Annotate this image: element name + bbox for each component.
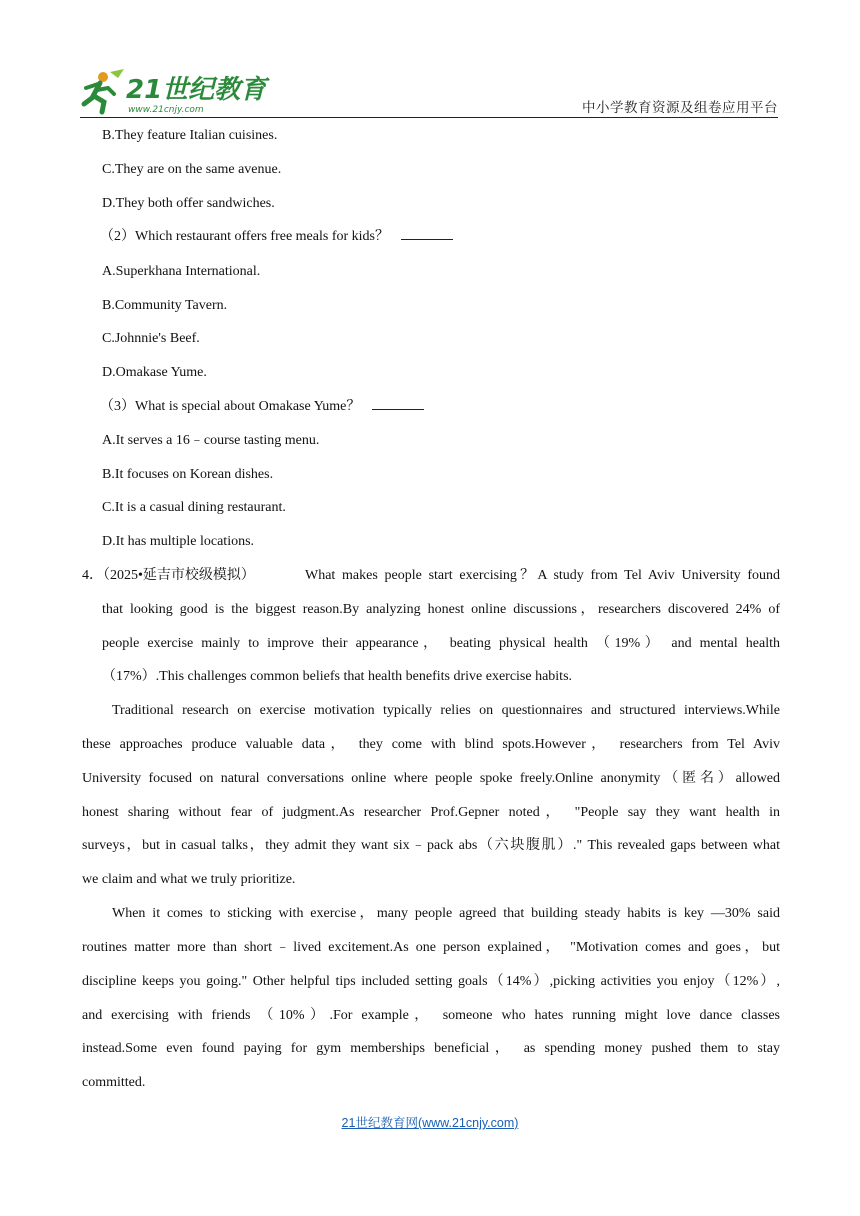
passage4-source: 4．（2025•延吉市校级模拟） [82,568,255,583]
q3-option-d: D.It has multiple locations. [102,534,255,549]
platform-name: 中小学教育资源及组卷应用平台 [582,100,778,116]
q3-text: （3）What is special about Omakase Yume？ [100,399,361,414]
passage4-p3-line2: routines matter more than short﹣lived excitement.As one person explained， "Motivation comes and goes，but [82,940,780,955]
passage4-p3-line1: When it comes to sticking with exercise，many people agreed that building steady habits is key —30% said [112,906,780,921]
passage4-p3-line4: and exercising with friends （10%）.For example， someone who hates running might love dance classes [82,1008,780,1023]
q1-option-c: C.They are on the same avenue. [102,162,282,177]
passage4-p1-line2: that looking good is the biggest reason.By analyzing honest online discussions，researchers discovered 24% of [102,602,780,617]
passage4-p2-line1: Traditional research on exercise motivation typically relies on questionnaires and structured interviews.While [112,703,780,718]
q2-option-d: D.Omakase Yume. [102,365,207,380]
q2-answer-blank[interactable] [401,227,453,240]
q2-option-c: C.Johnnie's Beef. [102,331,200,346]
svg-text:www.21cnjy.com: www.21cnjy.com [128,105,204,115]
passage4-p3-line6: committed. [82,1075,146,1090]
footer-link[interactable]: 21世纪教育网(www.21cnjy.com) [341,1116,519,1130]
q3-stem [100,397,424,417]
q2-text: （2）Which restaurant offers free meals for kids？ [100,229,389,244]
q1-option-b: B.They feature Italian cuisines. [102,128,278,143]
passage4-p2-line4: honest sharing without fear of judgment.As researcher Prof.Gepner noted， "People say they want health in [82,805,780,820]
passage4-p2-line5: surveys，but in casual talks，they admit they want six﹣pack abs（六块腹肌）." This revealed gaps between what [82,838,780,853]
q3-option-b: B.It focuses on Korean dishes. [102,467,274,482]
q2-option-b: B.Community Tavern. [102,298,228,313]
q3-option-c: C.It is a casual dining restaurant. [102,500,286,515]
passage4-p3-line3: discipline keeps you going." Other helpful tips included setting goals（14%）,picking activities you enjoy（12%）, [82,974,780,989]
q3-option-a: A.It serves a 16﹣course tasting menu. [102,433,320,448]
runner-icon [84,69,124,112]
q3-answer-blank[interactable] [372,397,424,410]
page-footer [0,1113,860,1131]
passage4-p2-line3: University focused on natural conversations online where people spoke freely.Online anonymity（匿名）allowed [82,771,780,786]
passage4-p2-line6: we claim and what we truly prioritize. [82,872,296,887]
q2-stem [100,227,453,247]
page-header [0,0,860,120]
svg-text:21世纪教育: 21世纪教育 [126,75,267,105]
passage4-p1-line1: What makes people start exercising？A study from Tel Aviv University found [305,568,780,583]
site-logo [80,68,267,116]
q2-option-a: A.Superkhana International. [102,264,261,279]
header-divider [80,117,778,118]
passage4-p1-line4: （17%）.This challenges common beliefs that health benefits drive exercise habits. [102,669,573,684]
passage4-p3-line5: instead.Some even found paying for gym memberships beneficial， as spending money pushed them to stay [82,1041,780,1056]
q1-option-d: D.They both offer sandwiches. [102,196,275,211]
passage4-p2-line2: these approaches produce valuable data， they come with blind spots.However， researchers from Tel Aviv [82,737,780,752]
passage4-p1-line3: people exercise mainly to improve their appearance， beating physical health （19%） and mental health [102,636,780,651]
